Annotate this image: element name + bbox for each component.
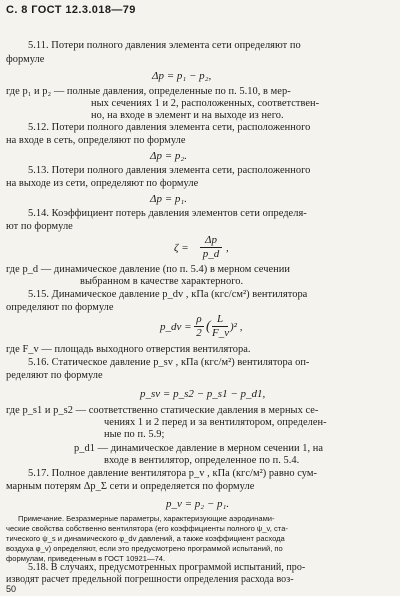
p511-where-line-1: где p₁ и p₂ — полные давления, определенные по п. 5.10, в мер- (6, 86, 291, 97)
formula-5-14-denominator: p_d (202, 248, 220, 260)
formula-5-15-fraction-1 (194, 314, 204, 339)
note-line-1: Примечание. Безразмерные параметры, характеризующие аэродинами- (18, 514, 275, 523)
p517-line-2: марным потерям Δp_Σ сети и определяется по формуле (6, 481, 255, 492)
p515-where: где F_v — площадь выходного отверстия вентилятора. (6, 344, 251, 355)
p513-line-1: 5.13. Потери полного давления элемента сети, расположенного (28, 165, 311, 176)
p515-line-2: определяют по формуле (6, 302, 114, 313)
formula-5-15-Fv: F_v (212, 327, 230, 339)
formula-5-16: p_sv = p_s2 − p_s1 − p_d1, (140, 388, 266, 400)
formula-5-14-tail: , (226, 242, 229, 254)
p516-where-line-1: где p_s1 и p_s2 — соответственно статические давления в мерных се- (6, 405, 319, 416)
p511-line-2: формуле (6, 54, 45, 65)
p518-line-2: изводят расчет предельной погрешности определения расхода воз- (6, 574, 294, 585)
p516-where-line-2: чениях 1 и 2 перед и за вентилятором, определен- (104, 417, 327, 428)
formula-5-12: Δp = p₂. (150, 150, 187, 162)
p511-line-1: 5.11. Потери полного давления элемента сети определяют по (28, 40, 301, 51)
p516-line-2: ределяют по формуле (6, 370, 103, 381)
formula-5-14-numerator: Δp (205, 234, 217, 246)
p516-line-1: 5.16. Статическое давление p_sv , кПа (кгс/м²) вентилятора оп- (28, 357, 310, 368)
note-line-4: воздуха φ_v) определяют, если это предусмотрено программой испытаний, по (6, 544, 283, 553)
page-number: 50 (6, 584, 17, 594)
p511-where-line-3: но, на входе в элемент и на выходе из него. (91, 110, 284, 121)
formula-5-15-L: L (216, 313, 224, 325)
formula-5-15-lhs: p_dv = (160, 321, 192, 333)
p516-where-line-3: ные по п. 5.9; (104, 429, 165, 440)
note-line-5: формулам, приведенным в ГОСТ 10921—74. (6, 554, 166, 563)
p516-where-line-5: входе в вентилятор, определенное по п. 5.4. (104, 455, 300, 466)
p517-line-1: 5.17. Полное давление вентилятора p_v , кПа (кгс/м²) равно сум- (28, 468, 318, 479)
p515-line-1: 5.15. Динамическое давление p_dv , кПа (кгс/см²) вентилятора (28, 289, 308, 300)
formula-5-14-lhs: ζ = (174, 242, 189, 254)
formula-5-17: p_v = p₂ − p₁. (166, 498, 230, 510)
p518-line-1: 5.18. В случаях, предусмотренных программой испытаний, про- (28, 562, 306, 573)
p514-line-2: ют по формуле (6, 221, 73, 232)
p516-where-line-4: p_d1 — динамическое давление в мерном сечении 1, на (74, 443, 324, 454)
formula-5-15-tail: )² , (230, 321, 243, 333)
formula-5-15-fraction-2 (212, 314, 228, 339)
formula-5-13: Δp = p₁. (150, 193, 187, 205)
running-header: С. 8 ГОСТ 12.3.018—79 (6, 4, 136, 16)
note-line-3: тического ψ_s и динамического φ_dv давлений, а также коэффициент расхода (6, 534, 285, 543)
p512-line-2: на входе в сеть, определяют по формуле (6, 135, 186, 146)
p514-where-line-1: где p_d — динамическое давление (по п. 5.4) в мерном сечении (6, 264, 290, 275)
formula-5-11: Δp = p₁ − p₂, (152, 70, 212, 82)
formula-5-14-fraction (200, 235, 222, 260)
p514-line-1: 5.14. Коэффициент потерь давления элементов сети определя- (28, 208, 307, 219)
p511-where-line-2: ных сечениях 1 и 2, расположенных, соответствен- (91, 98, 320, 109)
p513-line-2: на выходе из сети, определяют по формуле (6, 178, 199, 189)
p514-where-line-2: выбранном в качестве характерного. (80, 276, 244, 287)
formula-5-15-rho: ρ (196, 313, 202, 325)
formula-5-15-two: 2 (196, 327, 202, 339)
formula-5-15-paren: ( (206, 319, 211, 334)
note-line-2: ческие свойства собственно вентилятора (его коэффициенты полного ψ_v, ста- (6, 524, 288, 533)
p512-line-1: 5.12. Потери полного давления элемента сети, расположенного (28, 122, 311, 133)
